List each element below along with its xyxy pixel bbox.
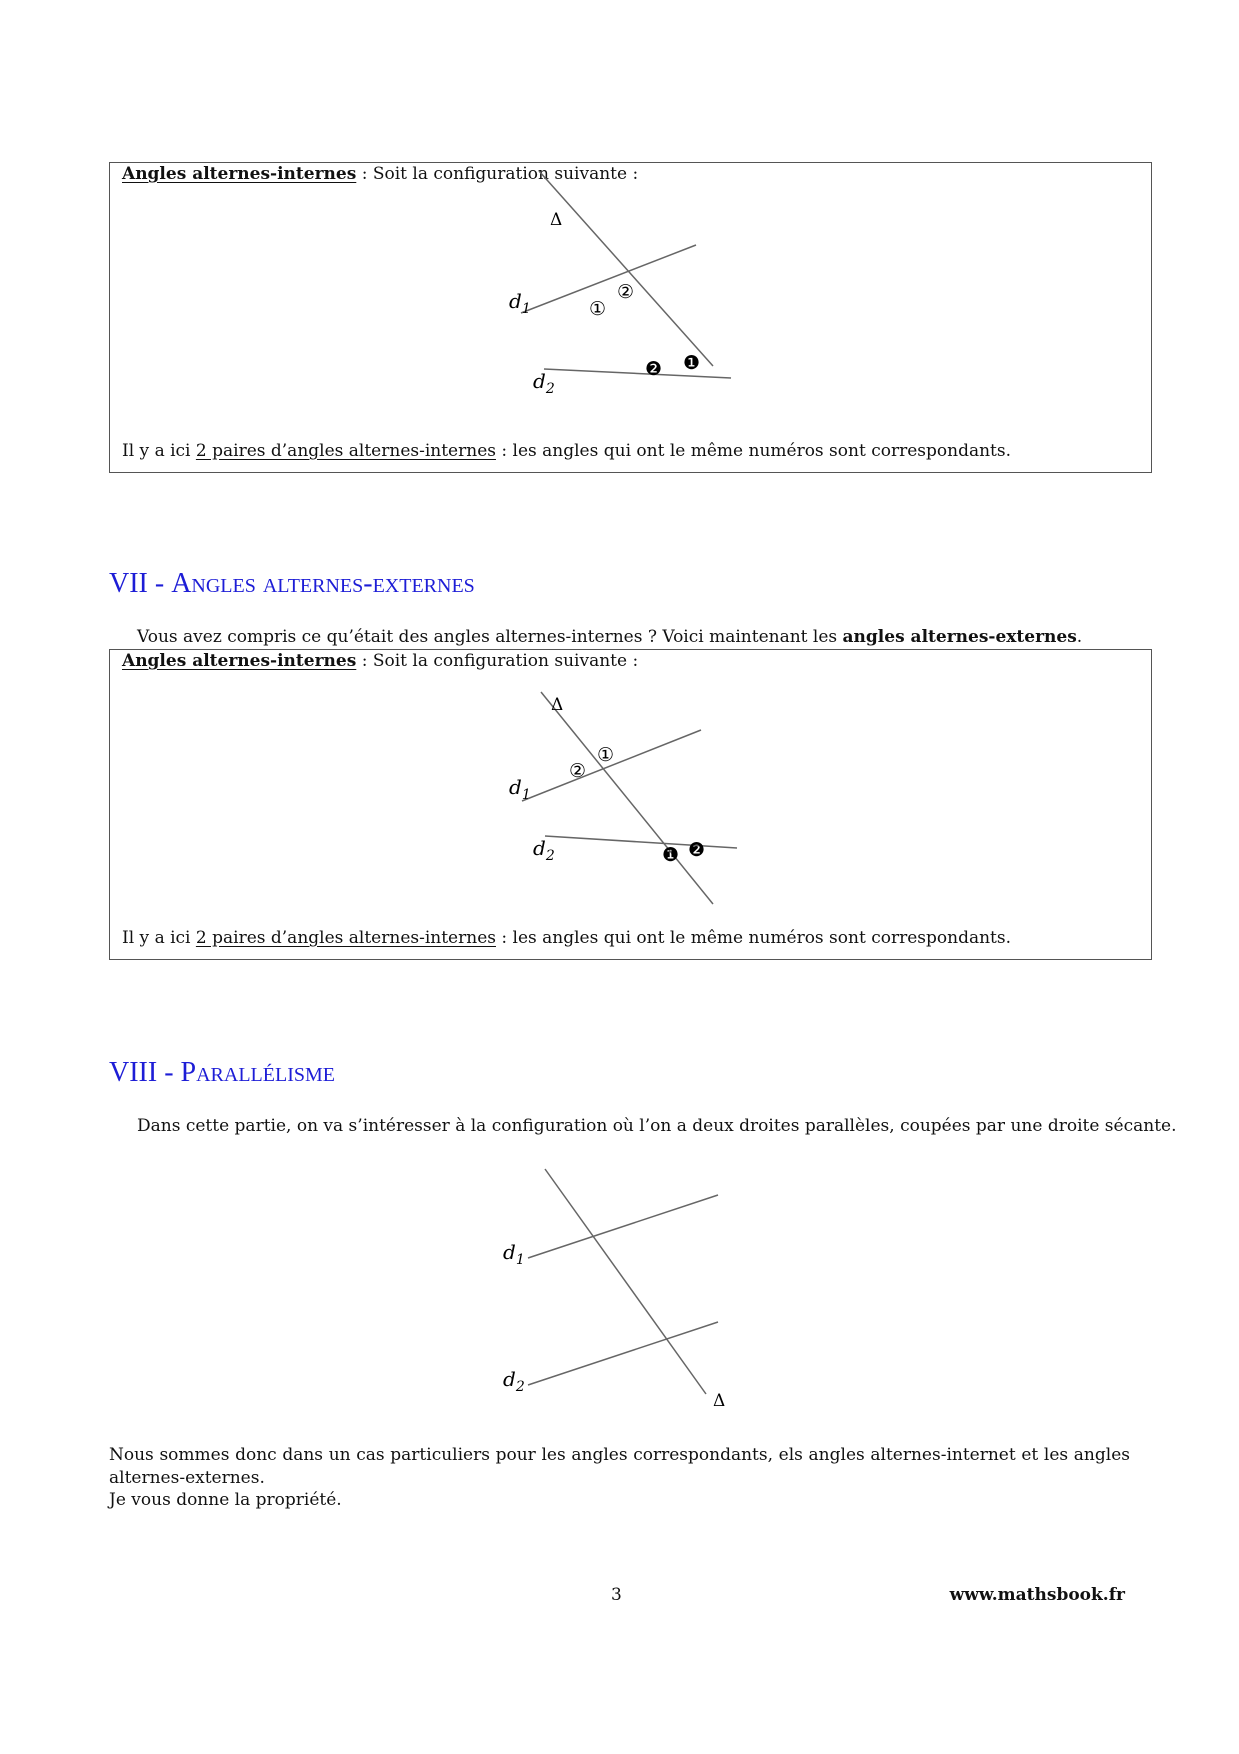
section-intro: Dans cette partie, on va s’intéresser à la configuration où l’on a deux droites parallèles, coupées par une droite sécante. [137, 1116, 1177, 1136]
angle-marker-2-open: ② [569, 760, 587, 782]
definition-box-alternes-externes [109, 649, 1152, 960]
label-d1: $d_1$ [509, 775, 531, 803]
label-d1: $d_1$ [503, 1240, 525, 1268]
label-delta: Δ [550, 210, 563, 230]
box-footer-post: : les angles qui ont le même numéros sont correspondants. [495, 441, 1011, 461]
label-d2: $d_2$ [503, 1367, 525, 1395]
box-footer [122, 441, 1011, 461]
box-header [122, 651, 638, 671]
line-delta [545, 1169, 706, 1394]
box-footer-pre: Il y a ici [122, 441, 196, 461]
line-delta [541, 692, 713, 904]
section-number: VII - [109, 568, 172, 599]
line-d2 [545, 836, 737, 848]
line-delta [539, 171, 713, 366]
angle-marker-1-filled: ❶ [683, 352, 701, 374]
angle-marker-2-filled: ❷ [688, 839, 706, 861]
label-d2: $d_2$ [533, 836, 555, 864]
section-intro [137, 627, 1082, 647]
figure-parallelisme [490, 1160, 740, 1410]
line-d1 [521, 245, 696, 313]
property-line: Je vous donne la propriété. [109, 1490, 342, 1510]
intro-text: Vous avez compris ce qu’était des angles alternes-internes ? Voici maintenant les [137, 627, 843, 647]
box-footer [122, 928, 1011, 948]
section-number: VIII - [109, 1057, 181, 1088]
figure-alternes-internes [490, 203, 890, 397]
box-header [122, 164, 638, 184]
line-d1 [528, 1195, 718, 1258]
website-link[interactable]: www.mathsbook.fr [949, 1585, 1125, 1605]
angle-marker-1-open: ① [597, 744, 615, 766]
angle-marker-2-open: ② [617, 281, 635, 303]
intro-bold: angles alternes-externes [842, 627, 1077, 647]
line-d2 [528, 1322, 718, 1385]
box-footer-post: : les angles qui ont le même numéros sont correspondants. [495, 928, 1011, 948]
box-term: Angles alternes-internes [122, 164, 357, 184]
section-heading-viii [109, 1057, 335, 1089]
label-delta: Δ [551, 695, 564, 715]
intro-end: . [1076, 627, 1083, 647]
angle-marker-1-open: ① [589, 298, 607, 320]
section-title: Angles alternes-externes [171, 568, 475, 599]
angle-marker-1-filled: ❶ [662, 844, 680, 866]
label-d1: $d_1$ [509, 289, 531, 317]
label-delta: Δ [713, 1391, 726, 1411]
page-number: 3 [611, 1585, 622, 1605]
label-d2: $d_2$ [533, 369, 555, 397]
section-heading-vii [109, 568, 475, 600]
box-footer-link: 2 paires d’angles alternes-internes [195, 441, 496, 461]
section-title: Parallélisme [180, 1057, 335, 1088]
box-footer-pre: Il y a ici [122, 928, 196, 948]
line-d2 [544, 369, 731, 378]
box-intro: : Soit la configuration suivante : [356, 651, 639, 671]
box-intro: : Soit la configuration suivante : [356, 164, 639, 184]
box-term: Angles alternes-internes [122, 651, 357, 671]
conclusion-paragraph: Nous sommes donc dans un cas particuliers pour les angles correspondants, els angles alternes-internet et les angles alternes-externes. [109, 1445, 1130, 1488]
figure-alternes-externes [490, 690, 890, 870]
box-footer-link: 2 paires d’angles alternes-internes [195, 928, 496, 948]
angle-marker-2-filled: ❷ [645, 358, 663, 380]
definition-box-alternes-internes [109, 162, 1152, 473]
